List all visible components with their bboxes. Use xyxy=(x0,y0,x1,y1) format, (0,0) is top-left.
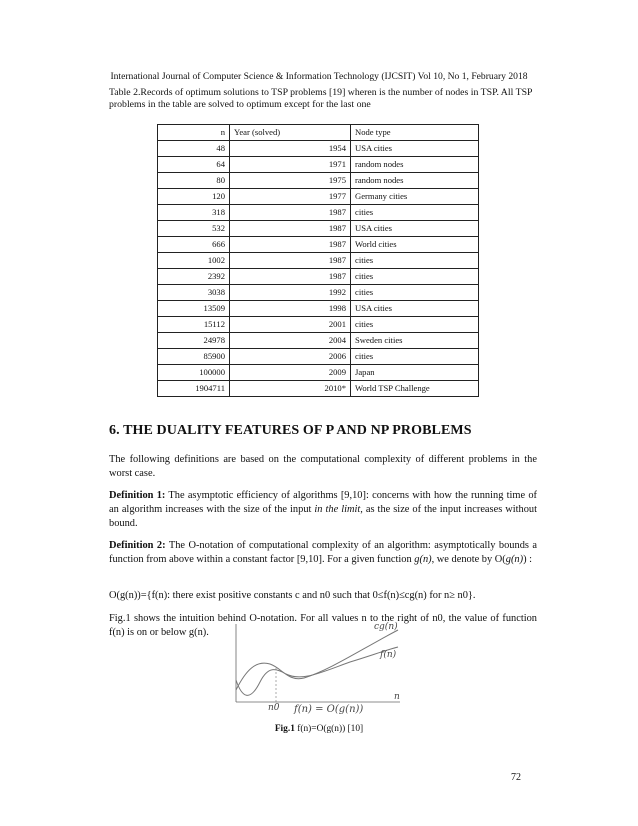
cell-n: 48 xyxy=(158,141,230,157)
table-caption: Table 2.Records of optimum solutions to TSP problems [19] wheren is the number of nodes in TSP. All TSP problems in the table are solved to optimum except for the last one xyxy=(109,87,533,111)
table-row xyxy=(158,157,479,173)
cell-node-type: USA cities xyxy=(351,221,479,237)
definition-2-gn-2: g(n) xyxy=(505,553,524,565)
cell-n: 100000 xyxy=(158,365,230,381)
cell-n: 318 xyxy=(158,205,230,221)
cell-node-type: cities xyxy=(351,253,479,269)
cell-year: 1987 xyxy=(230,221,351,237)
cell-n: 532 xyxy=(158,221,230,237)
cell-n: 1002 xyxy=(158,253,230,269)
cell-year: 1992 xyxy=(230,285,351,301)
definition-1-label: Definition 1: xyxy=(109,490,166,501)
section-title: THE DUALITY FEATURES OF P AND NP PROBLEMS xyxy=(123,423,472,438)
cell-n: 666 xyxy=(158,237,230,253)
big-o-set-definition: O(g(n))={f(n): there exist positive constants c and n0 such that 0≤f(n)≤cg(n) for n≥ n0}. xyxy=(109,590,476,601)
cell-n: 24978 xyxy=(158,333,230,349)
n0-label: n0 xyxy=(268,703,280,713)
definition-2-text: The O-notation of computational complexity of an algorithm: asymptotically bounds a function from above within a constant factor [9,10]. For a given function xyxy=(109,540,538,565)
definition-2-paragraph xyxy=(109,539,537,567)
running-header: International Journal of Computer Science & Information Technology (IJCSIT) Vol 10, No 1, February 2018 xyxy=(110,71,528,82)
definition-2-text-mid: , we denote by O( xyxy=(431,553,506,565)
cell-n: 64 xyxy=(158,157,230,173)
figure-caption-text: f(n)=O(g(n)) [10] xyxy=(294,724,364,734)
cell-node-type: random nodes xyxy=(351,173,479,189)
section-number: 6. xyxy=(109,423,120,438)
table-row xyxy=(158,365,479,381)
cell-year: 1987 xyxy=(230,237,351,253)
column-header-n: n xyxy=(158,125,230,141)
table-row xyxy=(158,173,479,189)
cell-year: 1977 xyxy=(230,189,351,205)
cell-year: 2010* xyxy=(230,381,351,397)
definition-1-text: The asymptotic efficiency of algorithms [9,10]: concerns with how the running time of an algorithm increases with the size of the input xyxy=(109,490,538,515)
figure-intro-paragraph: Fig.1 shows the intuition behind O-notation. For all values n to the right of n0, the value of function f(n) is on or below g(n). xyxy=(109,613,537,638)
cell-node-type: USA cities xyxy=(351,301,479,317)
definition-2-label: Definition 2: xyxy=(109,540,166,551)
n-label: n xyxy=(394,692,400,702)
cell-node-type: random nodes xyxy=(351,157,479,173)
cell-node-type: cities xyxy=(351,349,479,365)
cell-n: 120 xyxy=(158,189,230,205)
table-row xyxy=(158,237,479,253)
definition-2-text-end: ) : xyxy=(523,553,533,565)
cell-year: 1987 xyxy=(230,205,351,221)
cell-n: 85900 xyxy=(158,349,230,365)
cell-n: 80 xyxy=(158,173,230,189)
cell-n: 2392 xyxy=(158,269,230,285)
cell-node-type: cities xyxy=(351,317,479,333)
cell-node-type: USA cities xyxy=(351,141,479,157)
big-o-figure xyxy=(230,620,406,718)
cell-year: 1971 xyxy=(230,157,351,173)
section-heading xyxy=(109,423,472,439)
cell-year: 1987 xyxy=(230,269,351,285)
table-row xyxy=(158,317,479,333)
cell-n: 15112 xyxy=(158,317,230,333)
cell-node-type: Germany cities xyxy=(351,189,479,205)
table-row xyxy=(158,253,479,269)
definition-2-gn: g(n) xyxy=(414,553,432,565)
definition-1-paragraph xyxy=(109,489,537,530)
cell-year: 1954 xyxy=(230,141,351,157)
table-header-row xyxy=(158,125,479,141)
intro-paragraph: The following definitions are based on the computational complexity of different problems in the worst case. xyxy=(109,454,537,479)
cell-node-type: cities xyxy=(351,269,479,285)
figure-caption xyxy=(0,724,638,734)
cell-year: 2006 xyxy=(230,349,351,365)
cell-year: 2004 xyxy=(230,333,351,349)
table-row xyxy=(158,141,479,157)
tsp-records-table xyxy=(157,124,479,397)
definition-1-emphasis: in the limit xyxy=(314,503,361,515)
cell-n: 1904711 xyxy=(158,381,230,397)
f-label: f(n) xyxy=(380,650,397,660)
table-row xyxy=(158,301,479,317)
page-number: 72 xyxy=(511,772,521,783)
f-curve xyxy=(236,647,398,695)
table-row xyxy=(158,269,479,285)
equation-label: f(n) = O(g(n)) xyxy=(294,704,364,715)
cell-year: 1998 xyxy=(230,301,351,317)
cell-n: 13509 xyxy=(158,301,230,317)
cell-n: 3038 xyxy=(158,285,230,301)
definition-1-text-end: , as the size of the input increases without bound. xyxy=(109,503,538,529)
cell-year: 1975 xyxy=(230,173,351,189)
cell-node-type: cities xyxy=(351,205,479,221)
table-row xyxy=(158,381,479,397)
cg-label: cg(n) xyxy=(374,622,398,632)
cell-node-type: Japan xyxy=(351,365,479,381)
cell-node-type: World TSP Challenge xyxy=(351,381,479,397)
table-row xyxy=(158,285,479,301)
cell-node-type: World cities xyxy=(351,237,479,253)
cell-node-type: Sweden cities xyxy=(351,333,479,349)
cell-node-type: cities xyxy=(351,285,479,301)
column-header-node-type: Node type xyxy=(351,125,479,141)
table-row xyxy=(158,349,479,365)
column-header-year: Year (solved) xyxy=(230,125,351,141)
cell-year: 1987 xyxy=(230,253,351,269)
cell-year: 2009 xyxy=(230,365,351,381)
table-row xyxy=(158,205,479,221)
table-row xyxy=(158,221,479,237)
figure-caption-label: Fig.1 xyxy=(274,724,295,734)
table-row xyxy=(158,189,479,205)
table-row xyxy=(158,333,479,349)
cell-year: 2001 xyxy=(230,317,351,333)
